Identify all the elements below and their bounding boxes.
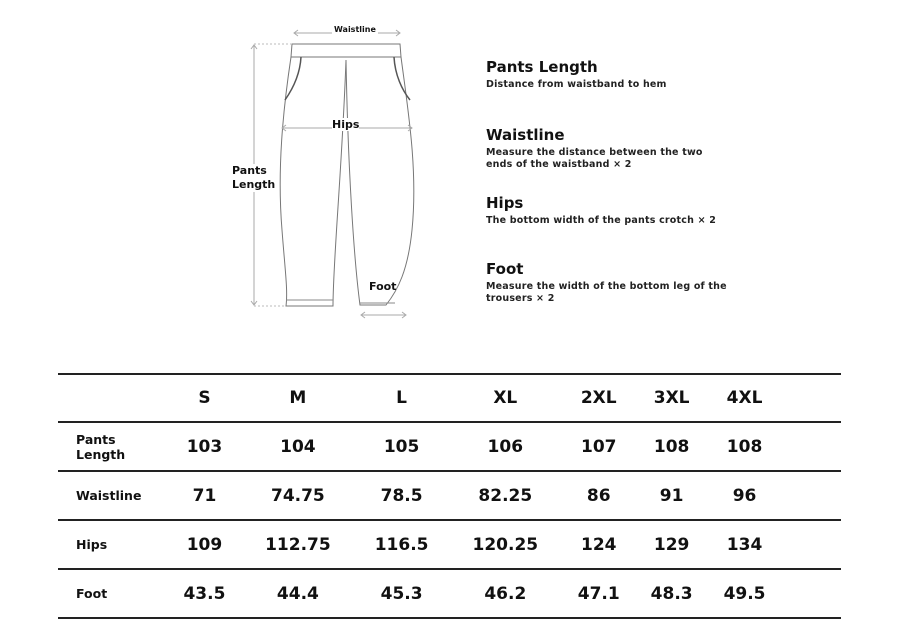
table-cell: 124	[562, 520, 635, 569]
table-row	[58, 422, 841, 471]
hips-label: Hips	[332, 118, 360, 131]
table-row	[58, 520, 841, 569]
column-header: 3XL	[635, 374, 708, 422]
corner-cell	[58, 374, 168, 422]
pants-length-description	[486, 58, 667, 91]
row-label: Hips	[58, 520, 168, 569]
table-cell: 46.2	[448, 569, 562, 618]
pants-length-label: Pants Length	[232, 164, 276, 191]
waistline-label: Waistline	[334, 25, 376, 34]
table-cell: 47.1	[562, 569, 635, 618]
row-label: Foot	[58, 569, 168, 618]
column-header: S	[168, 374, 241, 422]
table-cell: 49.5	[708, 569, 781, 618]
column-header: L	[355, 374, 448, 422]
table-cell: 107	[562, 422, 635, 471]
spacer-cell	[781, 374, 841, 422]
table-cell: 108	[635, 422, 708, 471]
table-cell: 109	[168, 520, 241, 569]
table-cell: 108	[708, 422, 781, 471]
column-header: XL	[448, 374, 562, 422]
description-text: Distance from waistband to hem	[486, 79, 667, 90]
column-header: 2XL	[562, 374, 635, 422]
table-cell: 43.5	[168, 569, 241, 618]
spacer-cell	[781, 422, 841, 471]
header-row	[58, 374, 841, 422]
table-cell: 44.4	[241, 569, 355, 618]
row-label: Pants Length	[58, 422, 168, 471]
table-cell: 91	[635, 471, 708, 520]
pants-diagram	[230, 20, 450, 320]
table-cell: 134	[708, 520, 781, 569]
description-title: Hips	[486, 194, 524, 212]
table-cell: 116.5	[355, 520, 448, 569]
foot-description	[486, 260, 727, 305]
table-cell: 48.3	[635, 569, 708, 618]
table-cell: 106	[448, 422, 562, 471]
table-cell: 86	[562, 471, 635, 520]
waistline-description	[486, 126, 703, 171]
hips-description	[486, 194, 716, 227]
table-cell: 96	[708, 471, 781, 520]
spacer-cell	[781, 471, 841, 520]
foot-label: Foot	[369, 280, 397, 293]
description-title: Waistline	[486, 126, 565, 144]
table-cell: 112.75	[241, 520, 355, 569]
description-text: Measure the distance between the two ends of the waistband × 2	[486, 147, 703, 170]
description-title: Pants Length	[486, 58, 598, 76]
table-cell: 45.3	[355, 569, 448, 618]
table-cell: 120.25	[448, 520, 562, 569]
table-row	[58, 569, 841, 618]
spacer-cell	[781, 520, 841, 569]
size-chart-table	[58, 373, 841, 619]
table-row	[58, 471, 841, 520]
table-cell: 74.75	[241, 471, 355, 520]
table-cell: 104	[241, 422, 355, 471]
table-cell: 129	[635, 520, 708, 569]
description-title: Foot	[486, 260, 524, 278]
description-text: Measure the width of the bottom leg of the trousers × 2	[486, 281, 727, 304]
column-header: M	[241, 374, 355, 422]
table-cell: 71	[168, 471, 241, 520]
table-cell: 103	[168, 422, 241, 471]
table-cell: 105	[355, 422, 448, 471]
row-label: Waistline	[58, 471, 168, 520]
description-text: The bottom width of the pants crotch × 2	[486, 215, 717, 226]
table-cell: 82.25	[448, 471, 562, 520]
column-header: 4XL	[708, 374, 781, 422]
table-cell: 78.5	[355, 471, 448, 520]
spacer-cell	[781, 569, 841, 618]
